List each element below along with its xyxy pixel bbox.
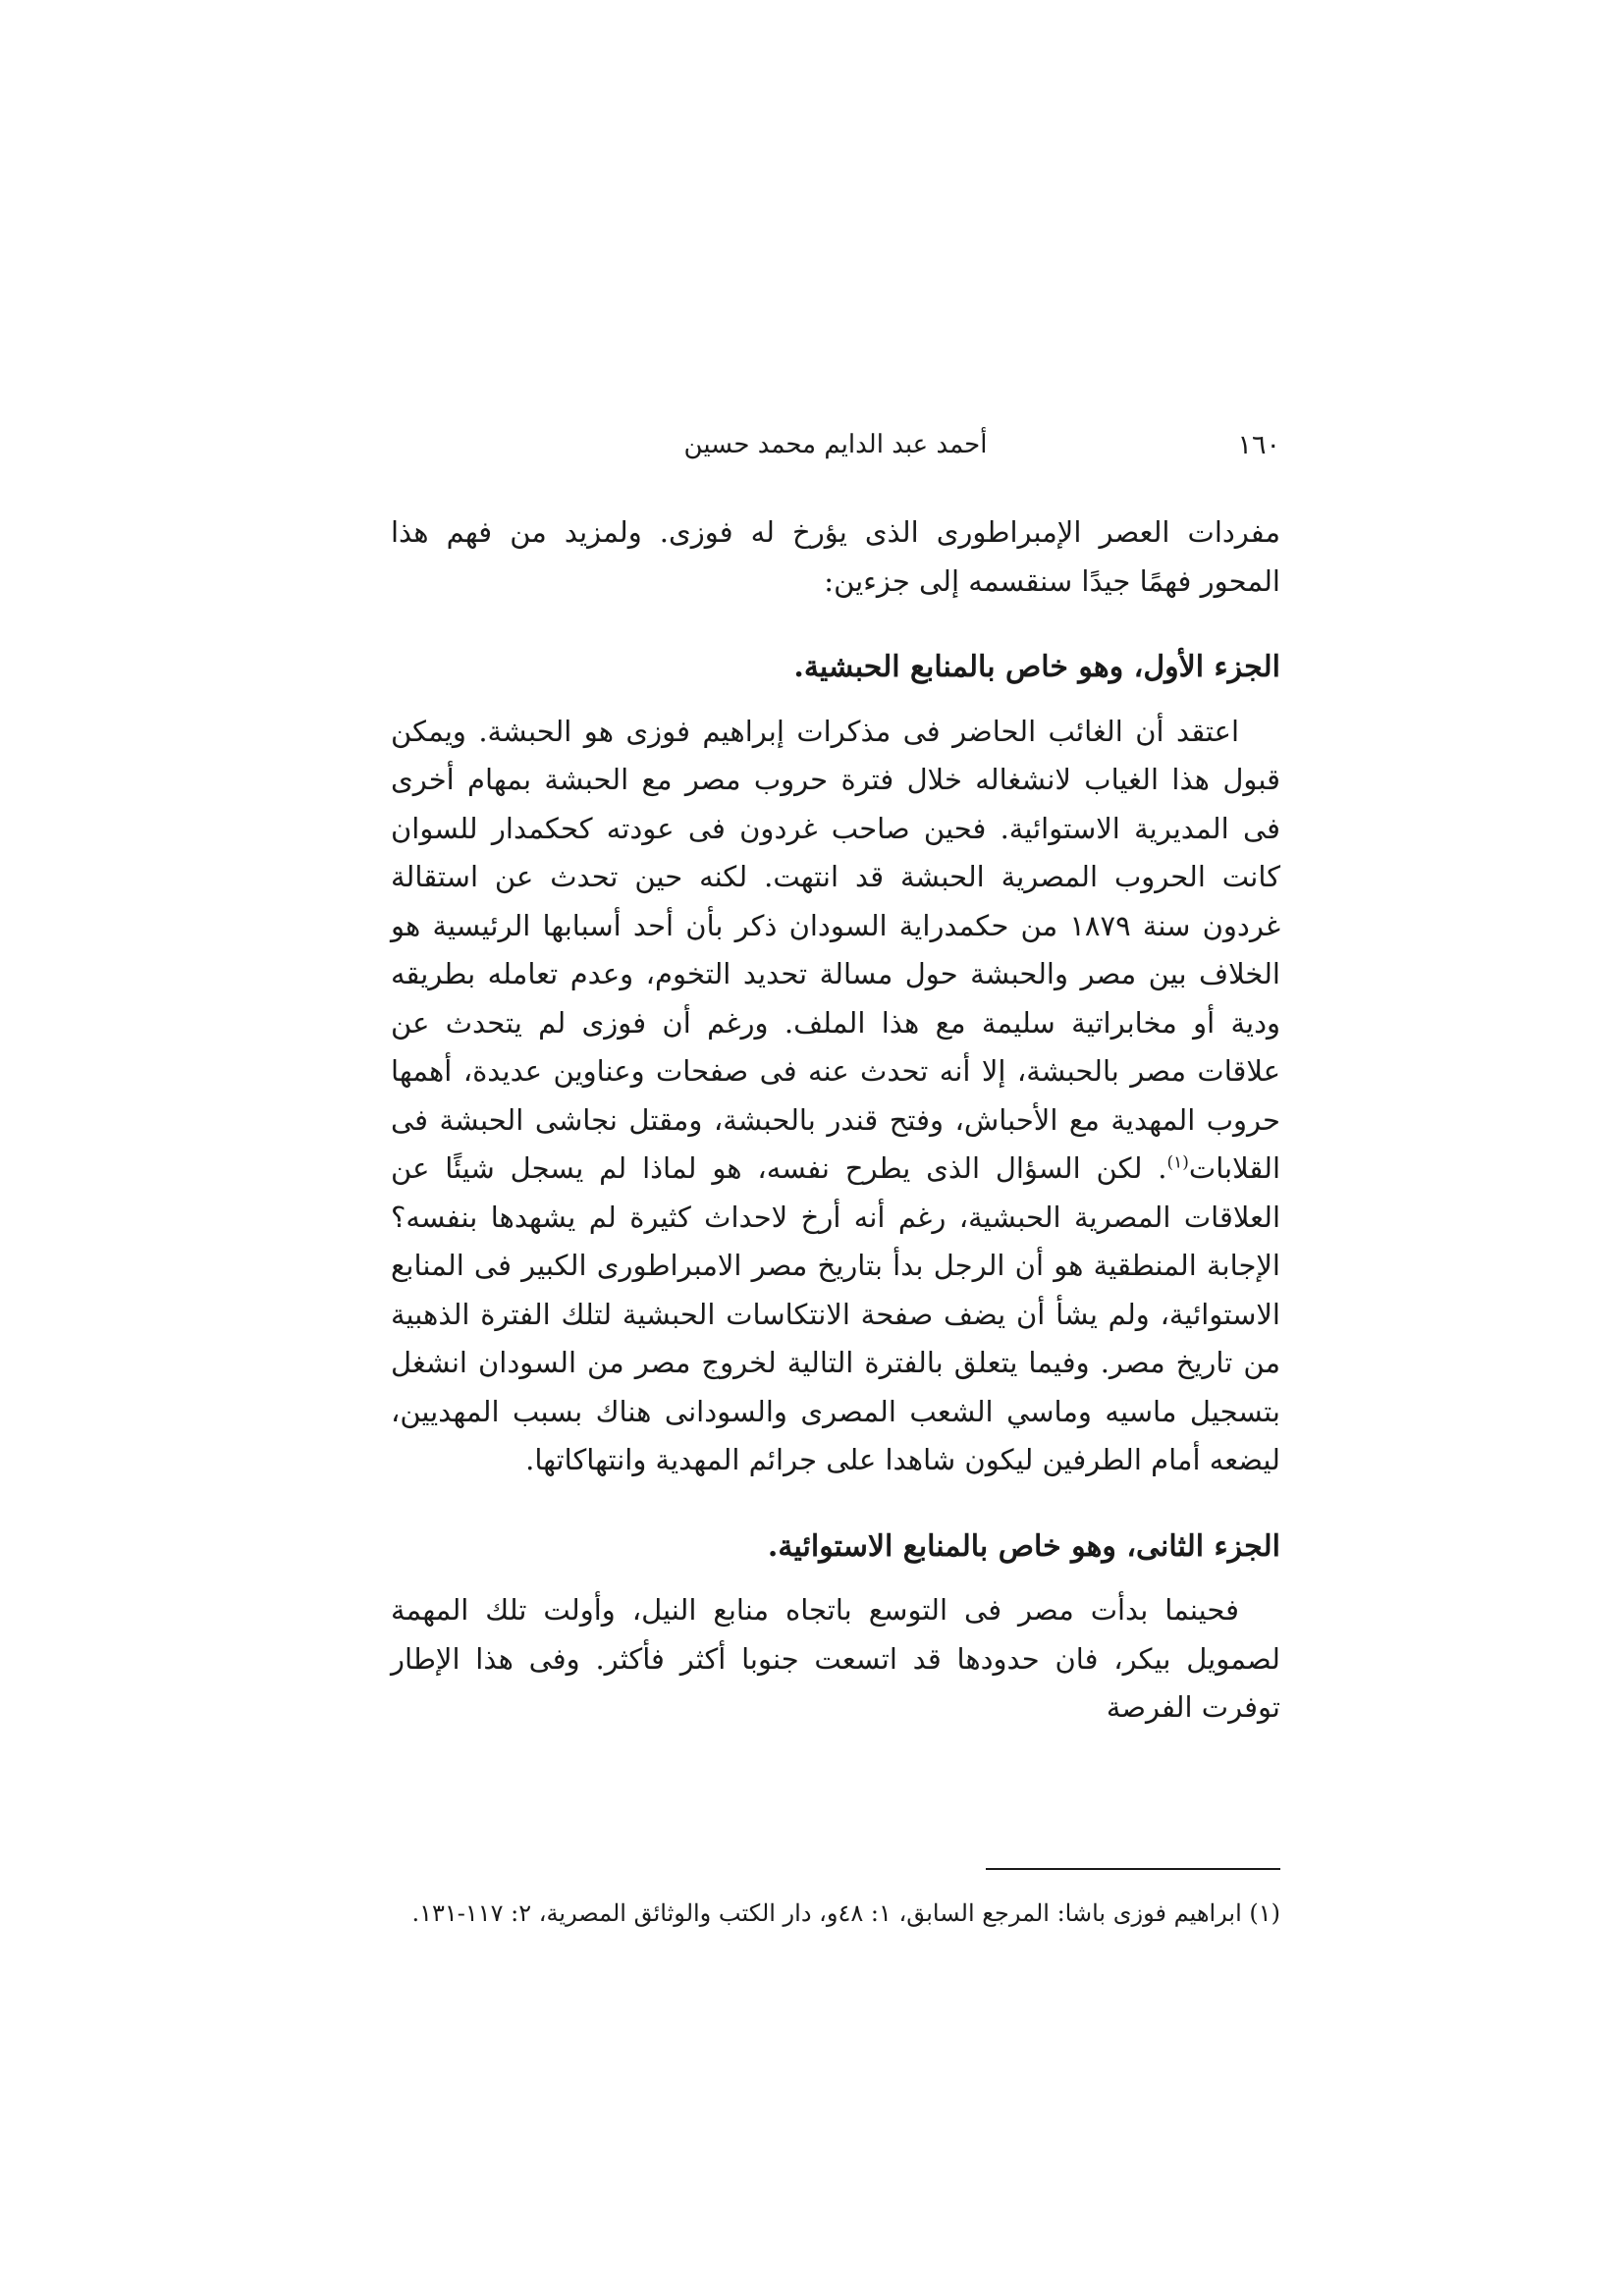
page-number: ١٦٠: [1237, 430, 1280, 460]
section-1-text-b: . لكن السؤال الذى يطرح نفسه، هو لماذا لم يسجل شيئًا عن العلاقات المصرية الحبشية، رغم أنه أرخ لاحداث كثيرة لم يشهدها بنفسه؟ الإجابة المنطقية هو أن الرجل بدأ بتاريخ مصر الامبراطورى الكبير فى المنابع الاستوائية، ولم يشأ أن يضف صفحة الانتكاسات الحبشية لتلك الفترة الذهبية من تاريخ مصر. وفيما يتعلق بالفترة التالية لخروج مصر من السودان انشغل بتسجيل ماسيه وماسي الشعب المصرى والسودانى هناك بسبب المهديين، ليضعه أمام الطرفين ليكون شاهدا على جرائم المهدية وانتهاكاتها.: [391, 1151, 1280, 1476]
main-text: [391, 508, 1280, 1733]
footnote-reference[interactable]: (١): [1166, 1152, 1189, 1173]
spacer: [391, 692, 1280, 708]
spacer: [391, 606, 1280, 643]
section-1-paragraph: [391, 708, 1280, 1485]
section-heading-abyssinian-sources: الجزء الأول، وهو خاص بالمنابع الحبشية.: [793, 650, 1280, 684]
intro-paragraph: مفردات العصر الإمبراطورى الذى يؤرخ له فوزى. ولمزيد من فهم هذا المحور فهمًا جيدًا سنقسمه إلى جزءين:: [391, 515, 1280, 598]
spacer: [391, 1485, 1280, 1522]
footnote: (١) ابراهيم فوزى باشا: المرجع السابق، ١: ٤٨و، دار الكتب والوثائق المصرية، ٢: ١١٧-١٣١.: [411, 1899, 1280, 1927]
section-2-paragraph: فحينما بدأت مصر فى التوسع باتجاه منابع النيل، وأولت تلك المهمة لصمويل بيكر، فان حدودها قد اتسعت جنوبا أكثر فأكثر. وفى هذا الإطار توفرت الفرصة: [391, 1593, 1280, 1724]
spacer: [391, 1571, 1280, 1586]
footnote-divider: [986, 1868, 1280, 1870]
page-header: [391, 430, 1280, 479]
running-head-author: أحمد عبد الدايم محمد حسين: [683, 430, 988, 459]
section-1-text-a: اعتقد أن الغائب الحاضر فى مذكرات إبراهيم فوزى هو الحبشة. ويمكن قبول هذا الغياب لانشغاله خلال فترة حروب مصر مع الحبشة بمهام أخرى فى المديرية الاستوائية. فحين صاحب غردون فى عودته كحكمدار للسوان كانت الحروب المصرية الحبشة قد انتهت. لكنه حين تحدث عن استقالة غردون سنة ١٨٧٩ من حكمدراية السودان ذكر بأن أحد أسبابها الرئيسية هو الخلاف بين مصر والحبشة حول مسالة تحديد التخوم، وعدم تعامله بطريقه ودية أو مخابراتية سليمة مع هذا الملف. ورغم أن فوزى لم يتحدث عن علاقات مصر بالحبشة، إلا أنه تحدث عنه فى صفحات وعناوين عديدة، أهمها حروب المهدية مع الأحباش، وفتح قندر بالحبشة، ومقتل نجاشى الحبشة فى القلابات: [391, 714, 1280, 1185]
section-heading-equatorial-sources: الجزء الثانى، وهو خاص بالمنابع الاستوائية.: [767, 1528, 1280, 1564]
